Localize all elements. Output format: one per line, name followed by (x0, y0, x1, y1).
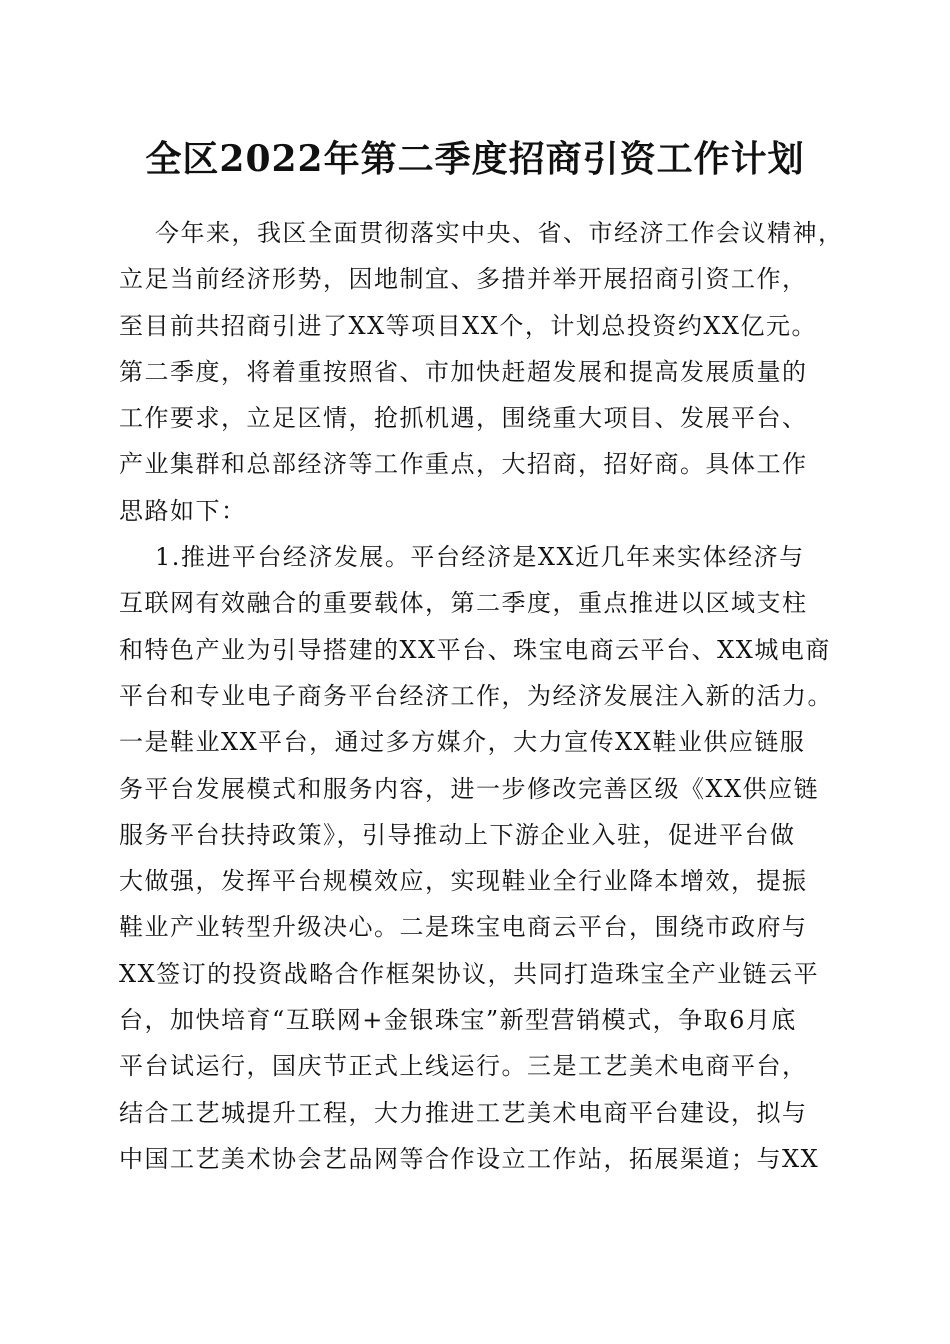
text-line: 台，加快培育“互联网+金银珠宝”新型营销模式，争取6月底 (119, 1006, 797, 1035)
text-line: 务平台发展模式和服务内容，进一步修改完善区级《XX供应链 (119, 774, 820, 803)
text-line: XX签订的投资战略合作框架协议，共同打造珠宝全产业链云平 (119, 959, 820, 988)
text-line: 立足当前经济形势，因地制宜、多措并举开展招商引资工作， (119, 265, 808, 294)
text-line: 第二季度，将着重按照省、市加快赶超发展和提高发展质量的 (119, 357, 808, 386)
text-line: 工作要求，立足区情，抢抓机遇，围绕重大项目、发展平台、 (119, 404, 808, 433)
text-line: 大做强，发挥平台规模效应，实现鞋业全行业降本增效，提振 (119, 867, 808, 896)
text-line: 一是鞋业XX平台，通过多方媒介，大力宣传XX鞋业供应链服 (119, 728, 806, 757)
text-line: 结合工艺城提升工程，大力推进工艺美术电商平台建设，拟与 (119, 1098, 808, 1127)
text-line: 平台和专业电子商务平台经济工作，为经济发展注入新的活力。 (119, 681, 833, 710)
text-line: 中国工艺美术协会艺品网等合作设立工作站，拓展渠道；与XX (119, 1144, 820, 1173)
text-line: 鞋业产业转型升级决心。二是珠宝电商云平台，围绕市政府与 (119, 913, 808, 942)
text-line: 平台试运行，国庆节正式上线运行。三是工艺美术电商平台， (119, 1052, 808, 1081)
document-body (119, 210, 849, 1182)
text-line: 服务平台扶持政策》，引导推动上下游企业入驻，促进平台做 (119, 820, 796, 849)
text-line: 互联网有效融合的重要载体，第二季度，重点推进以区域支柱 (119, 589, 808, 618)
document-title: 全区2022年第二季度招商引资工作计划 (145, 138, 805, 180)
text-line: 和特色产业为引导搭建的XX平台、珠宝电商云平台、XX城电商 (119, 635, 831, 664)
text-line: 1.推进平台经济发展。平台经济是XX近几年来实体经济与 (155, 543, 805, 572)
text-line: 思路如下： (119, 496, 247, 525)
text-line: 至目前共招商引进了XX等项目XX个，计划总投资约XX亿元。 (119, 311, 818, 340)
text-line: 产业集群和总部经济等工作重点，大招商，招好商。具体工作 (119, 450, 808, 479)
text-line: 今年来，我区全面贯彻落实中央、省、市经济工作会议精神， (155, 219, 844, 247)
